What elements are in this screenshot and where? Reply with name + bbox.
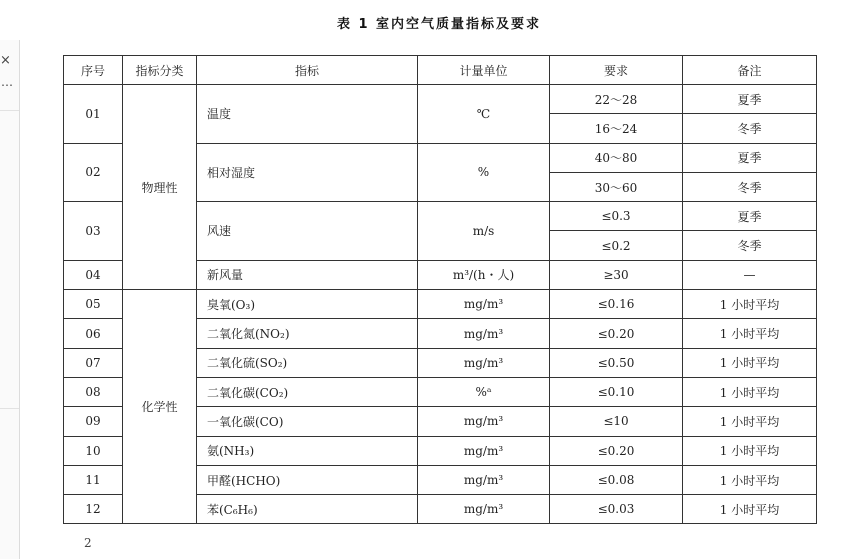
indicator-cell: 一氧化碳(CO) bbox=[197, 407, 418, 436]
note-cell: 夏季 bbox=[683, 202, 817, 231]
note-cell: 夏季 bbox=[683, 143, 817, 172]
requirement-cell: ≤0.16 bbox=[550, 290, 683, 319]
note-cell: 1 小时平均 bbox=[683, 290, 817, 319]
category-cell: 化学性 bbox=[123, 290, 197, 524]
serial-number-cell: 09 bbox=[64, 407, 123, 436]
side-panel bbox=[0, 40, 20, 559]
requirement-cell: ≤0.03 bbox=[550, 495, 683, 524]
table-row bbox=[64, 85, 817, 114]
indicator-cell: 二氧化硫(SO₂) bbox=[197, 348, 418, 377]
requirement-cell: ≥30 bbox=[550, 260, 683, 289]
serial-number-cell: 05 bbox=[64, 290, 123, 319]
requirement-cell: 40～80 bbox=[550, 143, 683, 172]
requirement-cell: ≤0.2 bbox=[550, 231, 683, 260]
requirement-cell: ≤0.20 bbox=[550, 436, 683, 465]
table-title: 表 1 室内空气质量指标及要求 bbox=[336, 17, 542, 32]
requirement-cell: ≤10 bbox=[550, 407, 683, 436]
indicator-cell: 臭氧(O₃) bbox=[197, 290, 418, 319]
indicator-cell: 相对湿度 bbox=[197, 143, 418, 202]
note-cell: 夏季 bbox=[683, 85, 817, 114]
note-cell: 冬季 bbox=[683, 114, 817, 143]
category-cell: 物理性 bbox=[123, 85, 197, 290]
serial-number-cell: 10 bbox=[64, 436, 123, 465]
requirement-cell: 30～60 bbox=[550, 172, 683, 201]
indicator-cell: 二氧化氮(NO₂) bbox=[197, 319, 418, 348]
note-cell: — bbox=[683, 260, 817, 289]
requirement-cell: 16～24 bbox=[550, 114, 683, 143]
header-cell: 计量单位 bbox=[418, 56, 550, 85]
indicator-cell: 甲醛(HCHO) bbox=[197, 465, 418, 494]
unit-cell: ℃ bbox=[418, 85, 550, 144]
unit-cell: m³/(h・人) bbox=[418, 260, 550, 289]
serial-number-cell: 12 bbox=[64, 495, 123, 524]
side-divider bbox=[0, 408, 19, 409]
serial-number-cell: 06 bbox=[64, 319, 123, 348]
indicator-cell: 苯(C₆H₆) bbox=[197, 495, 418, 524]
indicator-cell: 风速 bbox=[197, 202, 418, 261]
indicator-cell: 温度 bbox=[197, 85, 418, 144]
header-cell: 要求 bbox=[550, 56, 683, 85]
requirement-cell: ≤0.20 bbox=[550, 319, 683, 348]
serial-number-cell: 02 bbox=[64, 143, 123, 202]
note-cell: 1 小时平均 bbox=[683, 348, 817, 377]
requirement-cell: ≤0.50 bbox=[550, 348, 683, 377]
serial-number-cell: 01 bbox=[64, 85, 123, 144]
indicator-cell: 氨(NH₃) bbox=[197, 436, 418, 465]
indicator-cell: 新风量 bbox=[197, 260, 418, 289]
requirement-cell: ≤0.08 bbox=[550, 465, 683, 494]
serial-number-cell: 08 bbox=[64, 377, 123, 406]
side-divider bbox=[0, 110, 19, 111]
serial-number-cell: 04 bbox=[64, 260, 123, 289]
note-cell: 冬季 bbox=[683, 172, 817, 201]
close-icon[interactable]: × bbox=[0, 53, 11, 68]
unit-cell: mg/m³ bbox=[418, 465, 550, 494]
note-cell: 1 小时平均 bbox=[683, 377, 817, 406]
serial-number-cell: 11 bbox=[64, 465, 123, 494]
unit-cell: mg/m³ bbox=[418, 319, 550, 348]
page-number: 2 bbox=[84, 536, 92, 550]
unit-cell: mg/m³ bbox=[418, 290, 550, 319]
requirement-cell: ≤0.10 bbox=[550, 377, 683, 406]
unit-cell: % bbox=[418, 143, 550, 202]
more-options-icon[interactable]: ⋯ bbox=[1, 78, 14, 92]
requirement-cell: ≤0.3 bbox=[550, 202, 683, 231]
header-cell: 备注 bbox=[683, 56, 817, 85]
note-cell: 冬季 bbox=[683, 231, 817, 260]
requirement-cell: 22～28 bbox=[550, 85, 683, 114]
unit-cell: mg/m³ bbox=[418, 407, 550, 436]
note-cell: 1 小时平均 bbox=[683, 436, 817, 465]
air-quality-table bbox=[63, 55, 817, 524]
unit-cell: mg/m³ bbox=[418, 495, 550, 524]
unit-cell: mg/m³ bbox=[418, 436, 550, 465]
note-cell: 1 小时平均 bbox=[683, 319, 817, 348]
table-row bbox=[64, 290, 817, 319]
indicator-cell: 二氧化碳(CO₂) bbox=[197, 377, 418, 406]
serial-number-cell: 07 bbox=[64, 348, 123, 377]
table-header-row bbox=[64, 56, 817, 85]
unit-cell: m/s bbox=[418, 202, 550, 261]
note-cell: 1 小时平均 bbox=[683, 495, 817, 524]
header-cell: 指标分类 bbox=[123, 56, 197, 85]
header-cell: 序号 bbox=[64, 56, 123, 85]
note-cell: 1 小时平均 bbox=[683, 465, 817, 494]
note-cell: 1 小时平均 bbox=[683, 407, 817, 436]
header-cell: 指标 bbox=[197, 56, 418, 85]
serial-number-cell: 03 bbox=[64, 202, 123, 261]
unit-cell: %ᵃ bbox=[418, 377, 550, 406]
unit-cell: mg/m³ bbox=[418, 348, 550, 377]
